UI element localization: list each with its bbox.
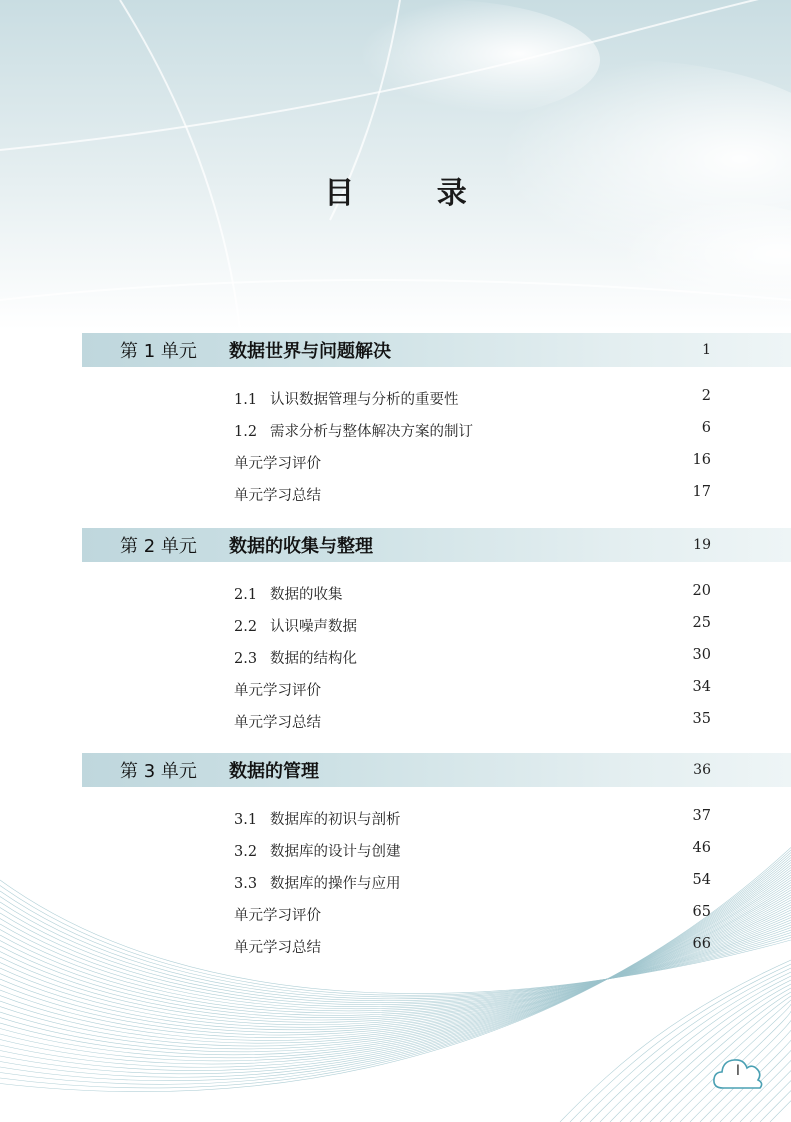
toc-entry[interactable] (234, 647, 711, 669)
section-page-number: 65 (692, 904, 711, 920)
unit-label: 第 1 单元 (120, 341, 197, 362)
section-title: 单元学习总结 (234, 488, 321, 504)
section-page-number: 2 (701, 388, 711, 404)
section-number: 2.3 (234, 651, 258, 667)
section-title: 单元学习总结 (234, 940, 321, 956)
section-page-number: 54 (692, 872, 711, 888)
unit-page-number: 36 (693, 762, 711, 778)
section-number: 3.2 (234, 844, 258, 860)
section-page-number: 6 (701, 420, 711, 436)
toc-entry[interactable] (234, 388, 711, 410)
section-page-number: 34 (692, 679, 711, 695)
unit-title: 数据的管理 (229, 761, 319, 782)
section-page-number: 16 (692, 452, 711, 468)
section-title: 数据库的初识与剖析 (270, 812, 401, 828)
section-title: 数据的收集 (270, 587, 343, 603)
section-number: 2.2 (234, 619, 258, 635)
section-page-number: 20 (692, 583, 711, 599)
section-number: 1.2 (234, 424, 258, 440)
unit-label: 第 2 单元 (120, 536, 197, 557)
toc-entry[interactable] (234, 904, 711, 926)
toc-entry[interactable] (234, 452, 711, 474)
toc-entry[interactable] (234, 936, 711, 958)
section-page-number: 30 (692, 647, 711, 663)
section-title: 需求分析与整体解决方案的制订 (270, 424, 473, 440)
section-title: 数据库的操作与应用 (270, 876, 401, 892)
section-title: 单元学习评价 (234, 908, 321, 924)
toc-entry[interactable] (234, 484, 711, 506)
unit-header[interactable] (82, 333, 791, 367)
section-number: 3.3 (234, 876, 258, 892)
section-title: 数据的结构化 (270, 651, 357, 667)
unit-page-number: 1 (702, 342, 711, 358)
toc-entry[interactable] (234, 840, 711, 862)
toc-entry[interactable] (234, 872, 711, 894)
page-number: I (735, 1063, 741, 1079)
unit-page-number: 19 (693, 537, 711, 553)
section-title: 认识噪声数据 (270, 619, 357, 635)
section-number: 2.1 (234, 587, 258, 603)
unit-header[interactable] (82, 753, 791, 787)
section-number: 1.1 (234, 392, 258, 408)
section-title: 单元学习评价 (234, 456, 321, 472)
section-page-number: 37 (692, 808, 711, 824)
section-title: 认识数据管理与分析的重要性 (270, 392, 459, 408)
unit-label: 第 3 单元 (120, 761, 197, 782)
toc-entry[interactable] (234, 420, 711, 442)
section-page-number: 25 (692, 615, 711, 631)
section-page-number: 46 (692, 840, 711, 856)
unit-header[interactable] (82, 528, 791, 562)
toc-entry[interactable] (234, 615, 711, 637)
page-title: 目 录 (324, 176, 503, 211)
section-title: 单元学习评价 (234, 683, 321, 699)
section-title: 单元学习总结 (234, 715, 321, 731)
section-number: 3.1 (234, 812, 258, 828)
unit-title: 数据的收集与整理 (229, 536, 373, 557)
section-page-number: 66 (692, 936, 711, 952)
section-title: 数据库的设计与创建 (270, 844, 401, 860)
unit-title: 数据世界与问题解决 (229, 341, 391, 362)
toc-entry[interactable] (234, 583, 711, 605)
section-page-number: 17 (692, 484, 711, 500)
toc-entry[interactable] (234, 679, 711, 701)
toc-entry[interactable] (234, 711, 711, 733)
toc-entry[interactable] (234, 808, 711, 830)
section-page-number: 35 (692, 711, 711, 727)
